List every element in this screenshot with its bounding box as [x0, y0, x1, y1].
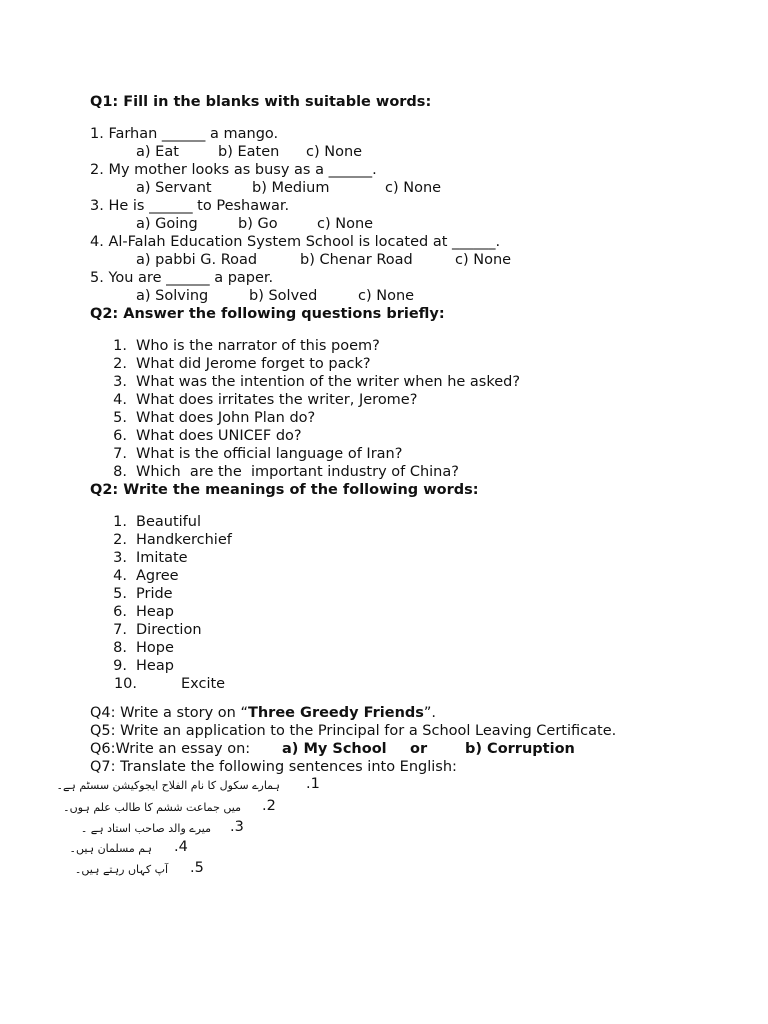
q2-question: Who is the narrator of this poem?: [136, 338, 380, 354]
meanings-word: Agree: [136, 568, 179, 584]
urdu-sentence-row: [80, 819, 330, 839]
q2-item-number: 2.: [113, 356, 127, 372]
meanings-word: Hope: [136, 640, 174, 656]
q6-prefix: Q6:Write an essay on:: [90, 741, 251, 757]
q2-item-number: 8.: [113, 464, 127, 480]
meanings-word: Direction: [136, 622, 202, 638]
q6-or: or: [410, 741, 428, 757]
urdu-sentence-number: .3: [230, 819, 244, 835]
q2-question: What is the official language of Iran?: [136, 446, 403, 462]
q4-line: [90, 704, 436, 722]
q2-item-number: 5.: [113, 410, 127, 426]
q1-item-2: 2. My mother looks as busy as a ______.: [90, 162, 377, 178]
urdu-sentence-row: [74, 860, 330, 880]
q1-item-5-option-c: c) None: [358, 288, 415, 304]
q7-heading: Q7: Translate the following sentences into English:: [90, 759, 457, 775]
q1-item-3-option-b: b) Go: [238, 216, 278, 232]
q6-option-a: a) My School: [282, 741, 387, 757]
q4-prefix: Q4: Write a story on “: [90, 705, 248, 721]
meanings-item-number: 7.: [113, 622, 127, 638]
q1-item-1-option-b: b) Eaten: [218, 144, 280, 160]
urdu-sentence-number: .2: [262, 798, 276, 814]
q1-item-1-option-c: c) None: [306, 144, 363, 160]
urdu-sentence-number: .5: [190, 860, 204, 876]
meanings-item-number: 5.: [113, 586, 127, 602]
meanings-item-number: 8.: [113, 640, 127, 656]
meanings-word: Pride: [136, 586, 173, 602]
q4-suffix: ”.: [423, 705, 437, 721]
urdu-sentence-number: .4: [174, 839, 188, 855]
urdu-sentence: ہم مسلمان ہیں۔: [69, 842, 152, 855]
meanings-word: Excite: [181, 676, 226, 692]
meanings-word: Beautiful: [136, 514, 201, 530]
meanings-item-number: 6.: [113, 604, 127, 620]
meanings-item-number: 1.: [113, 514, 127, 530]
q1-item-3-option-c: c) None: [317, 216, 374, 232]
q1-item-4: 4. Al-Falah Education System School is located at ______.: [90, 234, 501, 250]
q2-question: What does John Plan do?: [136, 410, 316, 426]
q4-story-title: Three Greedy Friends: [247, 705, 424, 721]
q2-item-number: 4.: [113, 392, 127, 408]
urdu-sentence: میں جماعت ششم کا طالب علم ہوں۔: [63, 801, 241, 814]
q2-question: What does irritates the writer, Jerome?: [136, 392, 418, 408]
q1-item-3: 3. He is ______ to Peshawar.: [90, 198, 290, 214]
meanings-item-number: 9.: [113, 658, 127, 674]
urdu-sentence-row: [63, 798, 330, 818]
urdu-sentence-row: [69, 839, 330, 859]
q1-item-4-option-c: c) None: [455, 252, 512, 268]
meanings-item-number: 4.: [113, 568, 127, 584]
q2-item-number: 3.: [113, 374, 127, 390]
q1-item-5-option-b: b) Solved: [249, 288, 318, 304]
q1-item-3-option-a: a) Going: [136, 216, 198, 232]
meanings-item-number: 10.: [113, 676, 137, 692]
q2-item-number: 6.: [113, 428, 127, 444]
q1-item-1-option-a: a) Eat: [136, 144, 179, 160]
meanings-word: Handkerchief: [136, 532, 232, 548]
q1-item-4-option-a: a) pabbi G. Road: [136, 252, 258, 268]
q2-question: Which are the important industry of China?: [136, 464, 459, 480]
q2-question: What does UNICEF do?: [136, 428, 302, 444]
meanings-item-number: 3.: [113, 550, 127, 566]
meanings-item-number: 2.: [113, 532, 127, 548]
meanings-word: Imitate: [136, 550, 188, 566]
q1-item-1: 1. Farhan ______ a mango.: [90, 126, 279, 142]
q1-item-2-option-b: b) Medium: [252, 180, 330, 196]
q1-item-5: 5. You are ______ a paper.: [90, 270, 274, 286]
q1-item-2-option-c: c) None: [385, 180, 442, 196]
q2-item-number: 7.: [113, 446, 127, 462]
urdu-sentence-row: [56, 776, 330, 796]
q2-heading: Q2: Answer the following questions briefly:: [90, 306, 445, 322]
meanings-word: Heap: [136, 604, 174, 620]
q2-question: What was the intention of the writer when he asked?: [136, 374, 521, 390]
urdu-sentence: ہمارے سکول کا نام الفلاح ایجوکیشن سسٹم ہے۔: [56, 779, 280, 792]
q1-item-2-option-a: a) Servant: [136, 180, 212, 196]
meanings-heading: Q2: Write the meanings of the following words:: [90, 482, 479, 498]
urdu-sentence-number: .1: [306, 776, 320, 792]
urdu-sentence: آپ کہاں رہتے ہیں۔: [74, 863, 168, 876]
meanings-word: Heap: [136, 658, 174, 674]
q2-item-number: 1.: [113, 338, 127, 354]
q1-heading: Q1: Fill in the blanks with suitable words:: [90, 94, 432, 110]
q1-item-5-option-a: a) Solving: [136, 288, 209, 304]
q5-line: Q5: Write an application to the Principal for a School Leaving Certificate.: [90, 723, 617, 739]
q2-question: What did Jerome forget to pack?: [136, 356, 371, 372]
q1-item-4-option-b: b) Chenar Road: [300, 252, 413, 268]
q6-option-b: b) Corruption: [465, 741, 575, 757]
urdu-sentence: میرے والد صاحب استاد ہے ۔: [80, 822, 211, 835]
